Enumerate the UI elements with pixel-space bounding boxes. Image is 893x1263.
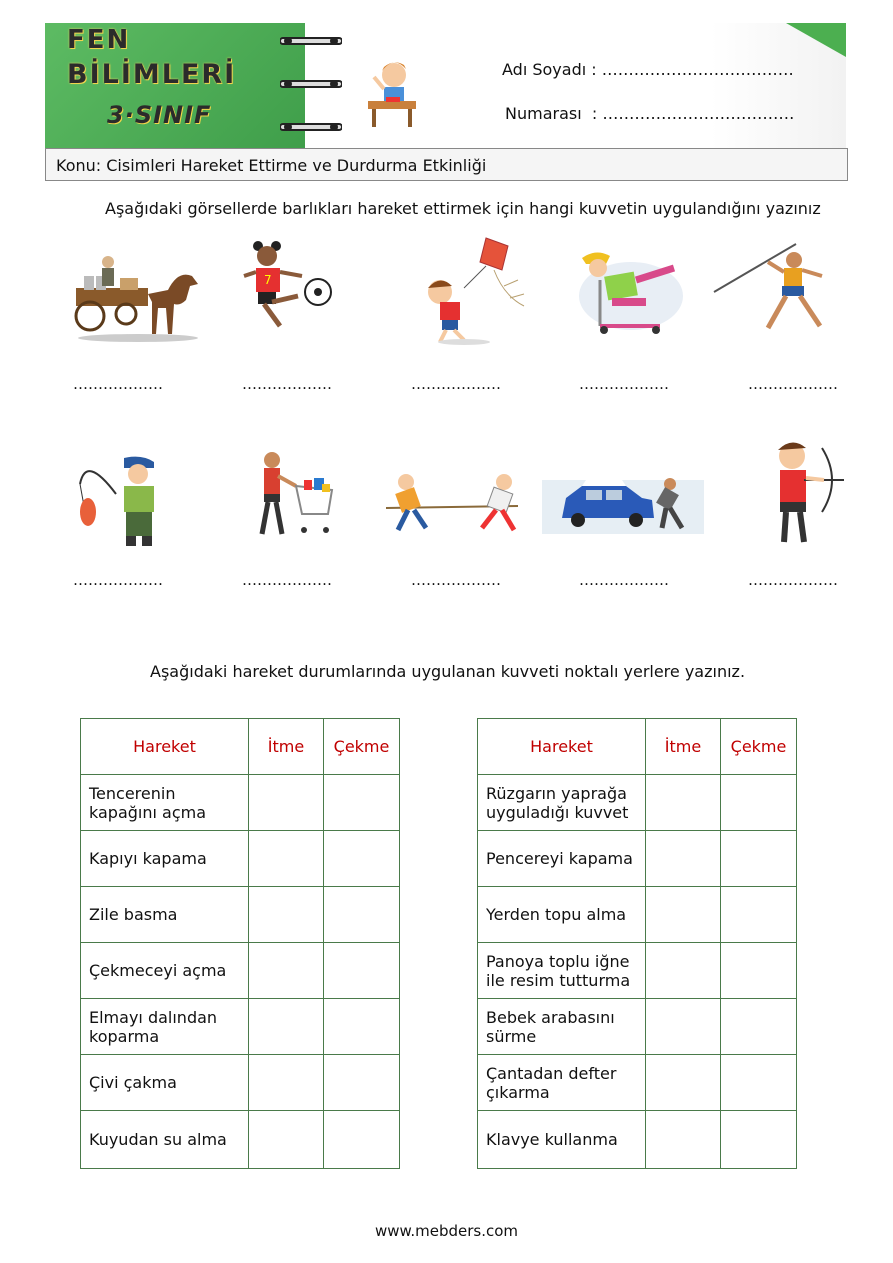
section1-instruction: Aşağıdaki görsellerde barlıkları hareket ettirmek için hangi kuvvetin uygulandığını yazınız <box>105 199 821 218</box>
row-label: Çekmeceyi açma <box>81 943 249 999</box>
title-line1: FEN <box>67 25 131 55</box>
table-row <box>81 1111 400 1169</box>
row-label: Yerden topu alma <box>478 887 646 943</box>
row-label: Çivi çakma <box>81 1055 249 1111</box>
table-row <box>81 943 400 999</box>
cekme-cell[interactable] <box>324 775 400 831</box>
cekme-cell[interactable] <box>721 999 797 1055</box>
answer-blank[interactable]: ……………… <box>73 375 163 393</box>
name-field[interactable]: Adı Soyadı : ……………………………… <box>502 60 794 79</box>
table-row <box>478 1111 797 1169</box>
cekme-cell[interactable] <box>721 1111 797 1169</box>
table-row <box>478 775 797 831</box>
itme-cell[interactable] <box>249 831 324 887</box>
answer-blank[interactable]: ……………… <box>748 375 838 393</box>
student-at-desk-icon <box>364 55 420 129</box>
row-label: Tencerenin kapağını açma <box>81 775 249 831</box>
row-label: Rüzgarın yaprağa uyguladığı kuvvet <box>478 775 646 831</box>
itme-cell[interactable] <box>249 775 324 831</box>
cekme-cell[interactable] <box>324 999 400 1055</box>
cekme-cell[interactable] <box>324 831 400 887</box>
cekme-cell[interactable] <box>324 887 400 943</box>
table-row <box>81 775 400 831</box>
answer-blank[interactable]: ……………… <box>242 375 332 393</box>
ring-icon <box>280 122 342 132</box>
right-force-table <box>477 718 797 1169</box>
header-itme: İtme <box>646 719 721 775</box>
cekme-cell[interactable] <box>324 1111 400 1169</box>
row-label: Pencereyi kapama <box>478 831 646 887</box>
number-field[interactable]: Numarası : ……………………………… <box>505 104 795 123</box>
itme-cell[interactable] <box>646 1111 721 1169</box>
boy-flying-kite-icon <box>424 236 528 346</box>
ring-icon <box>280 36 342 46</box>
answer-blank[interactable]: ……………… <box>748 571 838 589</box>
girl-kicking-ball-icon <box>240 240 335 335</box>
itme-cell[interactable] <box>249 943 324 999</box>
answer-blank[interactable]: ……………… <box>73 571 163 589</box>
answer-blank[interactable]: ……………… <box>579 375 669 393</box>
cekme-cell[interactable] <box>324 943 400 999</box>
tug-of-war-icon <box>378 468 530 536</box>
topic-bar <box>45 148 848 181</box>
itme-cell[interactable] <box>249 887 324 943</box>
cekme-cell[interactable] <box>721 831 797 887</box>
header-hareket: Hareket <box>478 719 646 775</box>
table-row <box>478 1055 797 1111</box>
header-cekme: Çekme <box>721 719 797 775</box>
row-label: Elmayı dalından koparma <box>81 999 249 1055</box>
row-label: Çantadan defter çıkarma <box>478 1055 646 1111</box>
answer-blank[interactable]: ……………… <box>411 375 501 393</box>
table-row <box>478 999 797 1055</box>
title-line2: BİLİMLERİ <box>67 59 237 90</box>
kid-on-scooter-icon <box>576 244 686 336</box>
itme-cell[interactable] <box>646 775 721 831</box>
title-banner <box>45 23 305 149</box>
man-pushing-car-icon <box>542 474 704 534</box>
itme-cell[interactable] <box>646 1055 721 1111</box>
table-row <box>81 1055 400 1111</box>
header-hareket: Hareket <box>81 719 249 775</box>
row-label: Klavye kullanma <box>478 1111 646 1169</box>
itme-cell[interactable] <box>249 999 324 1055</box>
grade-label: 3·SINIF <box>107 101 212 129</box>
table-row <box>478 887 797 943</box>
row-label: Bebek arabasını sürme <box>478 999 646 1055</box>
cekme-cell[interactable] <box>721 887 797 943</box>
ring-icon <box>280 79 342 89</box>
table-row <box>478 943 797 999</box>
cekme-cell[interactable] <box>721 1055 797 1111</box>
topic-text: Konu: Cisimleri Hareket Ettirme ve Durdurma Etkinliği <box>56 156 487 175</box>
itme-cell[interactable] <box>646 943 721 999</box>
footer-url[interactable]: www.mebders.com <box>374 1222 519 1240</box>
table-row <box>478 831 797 887</box>
row-label: Kapıyı kapama <box>81 831 249 887</box>
fisherman-icon <box>76 454 160 548</box>
itme-cell[interactable] <box>646 999 721 1055</box>
table-row <box>81 831 400 887</box>
table-row <box>81 999 400 1055</box>
answer-blank[interactable]: ……………… <box>411 571 501 589</box>
row-label: Kuyudan su alma <box>81 1111 249 1169</box>
cekme-cell[interactable] <box>324 1055 400 1111</box>
horse-cart-icon <box>68 250 204 342</box>
cekme-cell[interactable] <box>721 943 797 999</box>
answer-blank[interactable]: ……………… <box>242 571 332 589</box>
man-pushing-cart-icon <box>256 450 336 540</box>
corner-decoration <box>786 23 846 57</box>
header-cekme: Çekme <box>324 719 400 775</box>
svg-text:7: 7 <box>264 273 272 287</box>
itme-cell[interactable] <box>646 887 721 943</box>
answer-blank[interactable]: ……………… <box>579 571 669 589</box>
header-itme: İtme <box>249 719 324 775</box>
itme-cell[interactable] <box>249 1111 324 1169</box>
javelin-thrower-icon <box>712 240 830 336</box>
archer-icon <box>768 436 848 546</box>
itme-cell[interactable] <box>249 1055 324 1111</box>
cekme-cell[interactable] <box>721 775 797 831</box>
section2-instruction: Aşağıdaki hareket durumlarında uygulanan kuvveti noktalı yerlere yazınız. <box>150 662 746 681</box>
row-label: Zile basma <box>81 887 249 943</box>
table-row <box>81 887 400 943</box>
itme-cell[interactable] <box>646 831 721 887</box>
left-force-table <box>80 718 400 1169</box>
row-label: Panoya toplu iğne ile resim tutturma <box>478 943 646 999</box>
